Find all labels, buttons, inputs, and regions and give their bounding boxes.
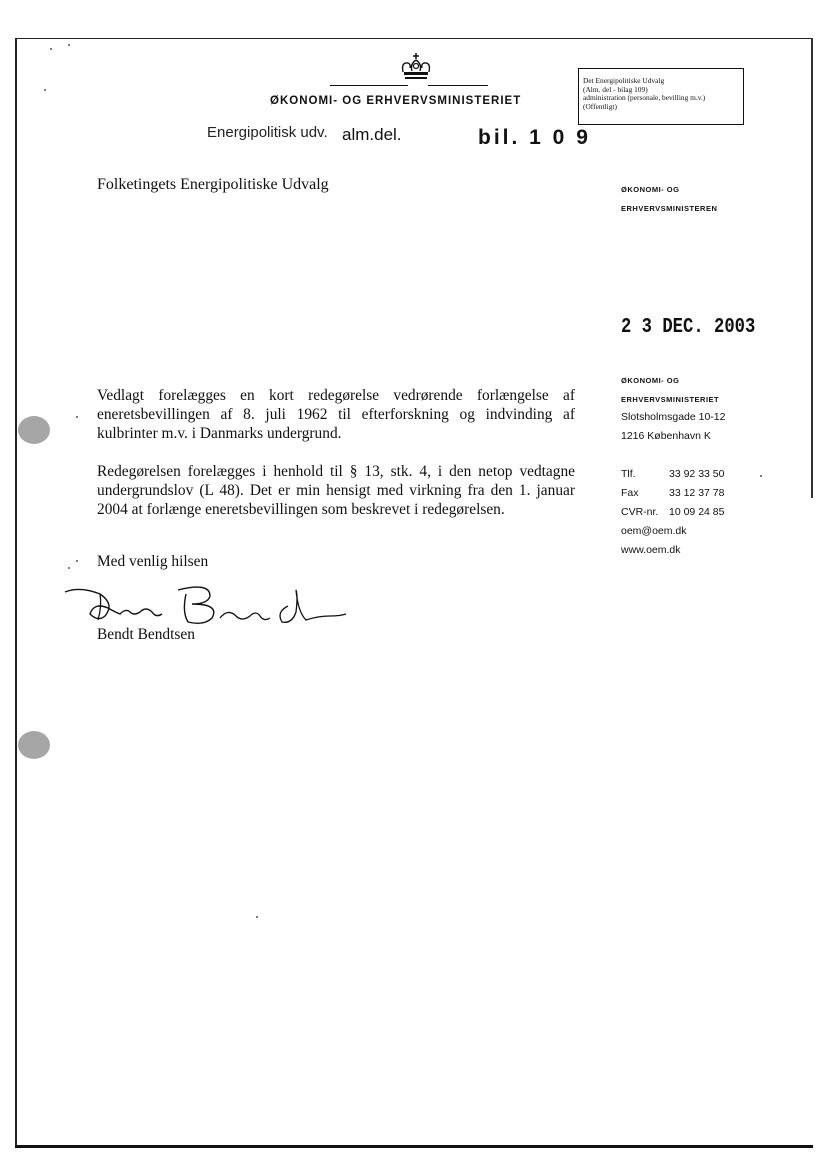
header-rule-left — [330, 85, 408, 86]
sender-line-1: ØKONOMI- OG — [621, 185, 680, 194]
scan-speck — [68, 44, 70, 46]
address-city: 1216 København K — [621, 430, 711, 442]
contact-value: 33 12 37 78 — [669, 487, 725, 499]
ministry-address-heading — [621, 371, 719, 409]
scan-speck — [256, 916, 258, 918]
crown-icon — [396, 52, 436, 84]
letter-closing: Med venlig hilsen — [97, 553, 209, 570]
stamp-line-3: administration (personale, bevilling m.v.) — [583, 93, 706, 103]
ministry-address — [621, 408, 725, 446]
contact-label: CVR-nr. — [621, 506, 659, 518]
header-rule-right — [428, 85, 488, 86]
ministry-line-2: ERHVERVSMINISTERIET — [621, 395, 720, 404]
record-series: alm.del. — [342, 125, 402, 144]
scan-speck — [44, 89, 46, 91]
scan-speck — [50, 48, 52, 50]
contact-website: www.oem.dk — [621, 544, 681, 556]
ministry-name: ØKONOMI- OG ERHVERVSMINISTERIET — [270, 95, 522, 107]
record-appendix-number: bil. 1 0 9 — [478, 126, 591, 149]
contact-email: oem@oem.dk — [621, 525, 687, 537]
record-committee: Energipolitisk udv. — [207, 124, 328, 141]
letter-paragraph-2: Redegørelsen forelægges i henhold til § 13, stk. 4, i den netop vedtagne undergrundslov (L 48). Det er min hensigt med virkning fra den 1. januar 2004 at forlænge eneretsbevillingen som beskrevet i redegørelsen. — [97, 463, 575, 518]
page-frame-right — [811, 38, 813, 498]
letter-paragraph-1: Vedlagt forelægges en kort redegørelse vedrørende forlængelse af eneretsbevillingen af 8. juli 1962 til efterforskning og indvinding af kulbrinter m.v. i Danmarks undergrund. — [97, 387, 575, 442]
address-street: Slotsholmsgade 10-12 — [621, 411, 726, 423]
date-stamp: 2 3 DEC. 2003 — [621, 316, 756, 339]
stamp-line-2: (Alm. del - bilag 109) — [583, 84, 648, 94]
page-frame-top — [15, 38, 812, 39]
contact-block — [621, 465, 724, 560]
contact-phone — [621, 465, 724, 484]
stamp-line-4: (Offentligt) — [583, 101, 617, 111]
contact-value: 10 09 24 85 — [669, 506, 725, 518]
contact-label: Tlf. — [621, 468, 636, 480]
scan-speck — [76, 416, 78, 418]
signer-name: Bendt Bendtsen — [97, 626, 195, 643]
contact-cvr — [621, 503, 724, 522]
scan-speck — [68, 567, 70, 569]
contact-label: Fax — [621, 487, 639, 499]
addressee: Folketingets Energipolitiske Udvalg — [97, 176, 329, 193]
punch-hole — [18, 416, 50, 444]
contact-value: 33 92 33 50 — [669, 468, 725, 480]
punch-hole — [18, 731, 50, 759]
scan-speck — [760, 475, 762, 477]
sender-line-2: ERHVERVSMINISTEREN — [621, 204, 718, 213]
sender-block — [621, 180, 717, 218]
archive-stamp — [578, 68, 744, 125]
scan-speck — [76, 560, 78, 562]
page-frame-left — [15, 38, 17, 1147]
ministry-line-1: ØKONOMI- OG — [621, 376, 680, 385]
contact-fax — [621, 484, 724, 503]
page-frame-bottom — [15, 1145, 813, 1148]
stamp-line-1: Det Energipolitiske Udvalg — [583, 76, 665, 85]
